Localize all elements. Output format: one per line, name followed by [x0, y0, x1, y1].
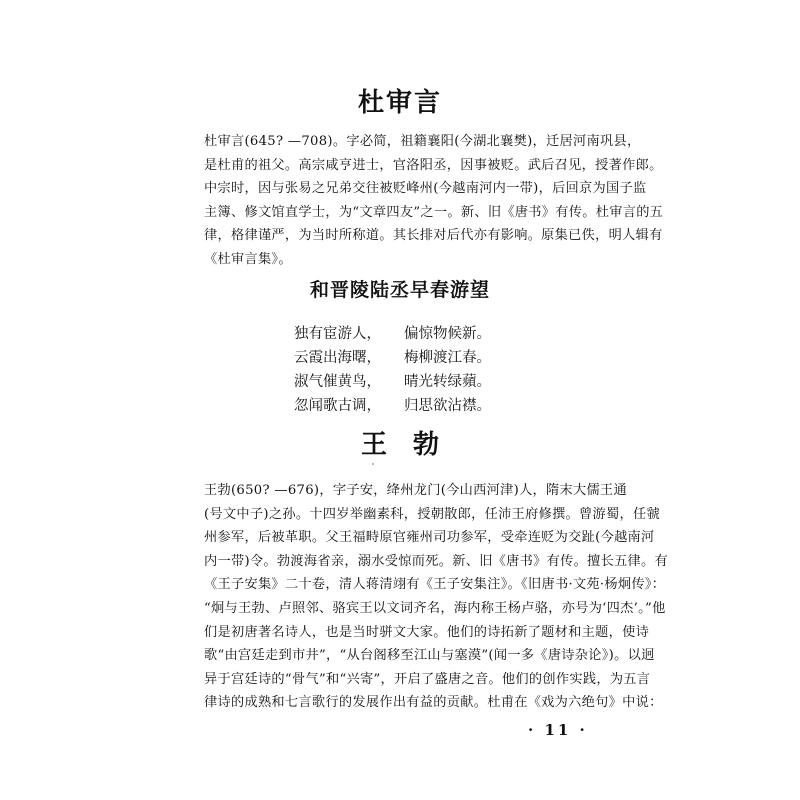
bio-line: (号文中子)之孙。十四岁举幽素科，授朝散郎，任沛王府修撰。曾游蜀，任虢: [204, 506, 660, 522]
bio-line: 中宗时，因与张易之兄弟交往被贬峰州(今越南河内一带)，后回京为国子监: [204, 181, 647, 197]
bio-line: 律诗的成熟和七言歌行的发展作出有益的贡献。杜甫在《戏为六绝句》中说：: [204, 695, 663, 711]
section-title-wang-bo: 王勃: [360, 430, 465, 460]
poem-line-1-left: 独有宦游人，: [294, 326, 381, 342]
bio-line: 杜审言(645? —708)。字必简，祖籍襄阳(今湖北襄樊)，迁居河南巩县，: [204, 134, 641, 149]
bio-line: 州参军，后被革职。父王福畤原官雍州司功参军，受牵连贬为交趾(今越南河: [204, 530, 655, 546]
section-title-du-shenyan: 杜审言: [357, 88, 442, 118]
poem-line-1-right: 偏惊物候新。: [404, 326, 491, 342]
poem-line-2-left: 云霞出海曙，: [294, 350, 381, 366]
bio-line: “炯与王勃、卢照邻、骆宾王以文词齐名，海内称王杨卢骆，亦号为‘四杰’。”他: [204, 600, 666, 616]
bio-line: 们是初唐著名诗人，也是当时骈文大家。他们的诗拓新了题材和主题，使诗: [204, 624, 650, 640]
bio-line: 《杜审言集》。: [204, 251, 292, 267]
poem-line-4-right: 归思欲沾襟。: [404, 398, 491, 414]
bio-line: 内一带)令。勃渡海省亲，溺水受惊而死。新、旧《唐书》有传。擅长五律。有: [204, 553, 669, 569]
bio-line: 主簿、修文馆直学士，为“文章四友”之一。新、旧《唐书》有传。杜审言的五: [204, 204, 664, 220]
poem-line-3-right: 晴光转绿蘋。: [404, 374, 491, 390]
print-speck: [372, 463, 374, 465]
poem-line-3-left: 淑气催黄鸟，: [294, 374, 381, 390]
biography-wang-bo: [204, 479, 669, 715]
bio-line: 律，格律谨严，为当时所称道。其长排对后代亦有影响。原集已佚，明人辑有: [204, 228, 663, 244]
biography-du-shenyan: [204, 130, 664, 272]
poem-line-4-left: 忽闻歌古调，: [294, 398, 381, 414]
bio-line: 《王子安集》二十卷，清人蒋清翊有《王子安集注》。《旧唐书·文苑·杨炯传》：: [204, 577, 666, 593]
bio-line: 歌“由宫廷走到市井”，“从台阁移至江山与塞漠”(闻一多《唐诗杂论》)。以迥: [204, 648, 655, 664]
bio-line: 异于宫廷诗的“骨气”和“兴寄”，开启了盛唐之音。他们的创作实践，为五言: [204, 671, 651, 687]
poem-title: 和晋陵陆丞早春游望: [309, 279, 490, 301]
page-number: · 11 ·: [528, 721, 588, 739]
poem-line-2-right: 梅柳渡江春。: [404, 350, 491, 366]
bio-line: 王勃(650? —676)，字子安，绛州龙门(今山西河津)人，隋末大儒王通: [204, 483, 627, 498]
bio-line: 是杜甫的祖父。高宗咸亨进士，官洛阳丞，因事被贬。武后召见，授著作郎。: [204, 157, 663, 173]
